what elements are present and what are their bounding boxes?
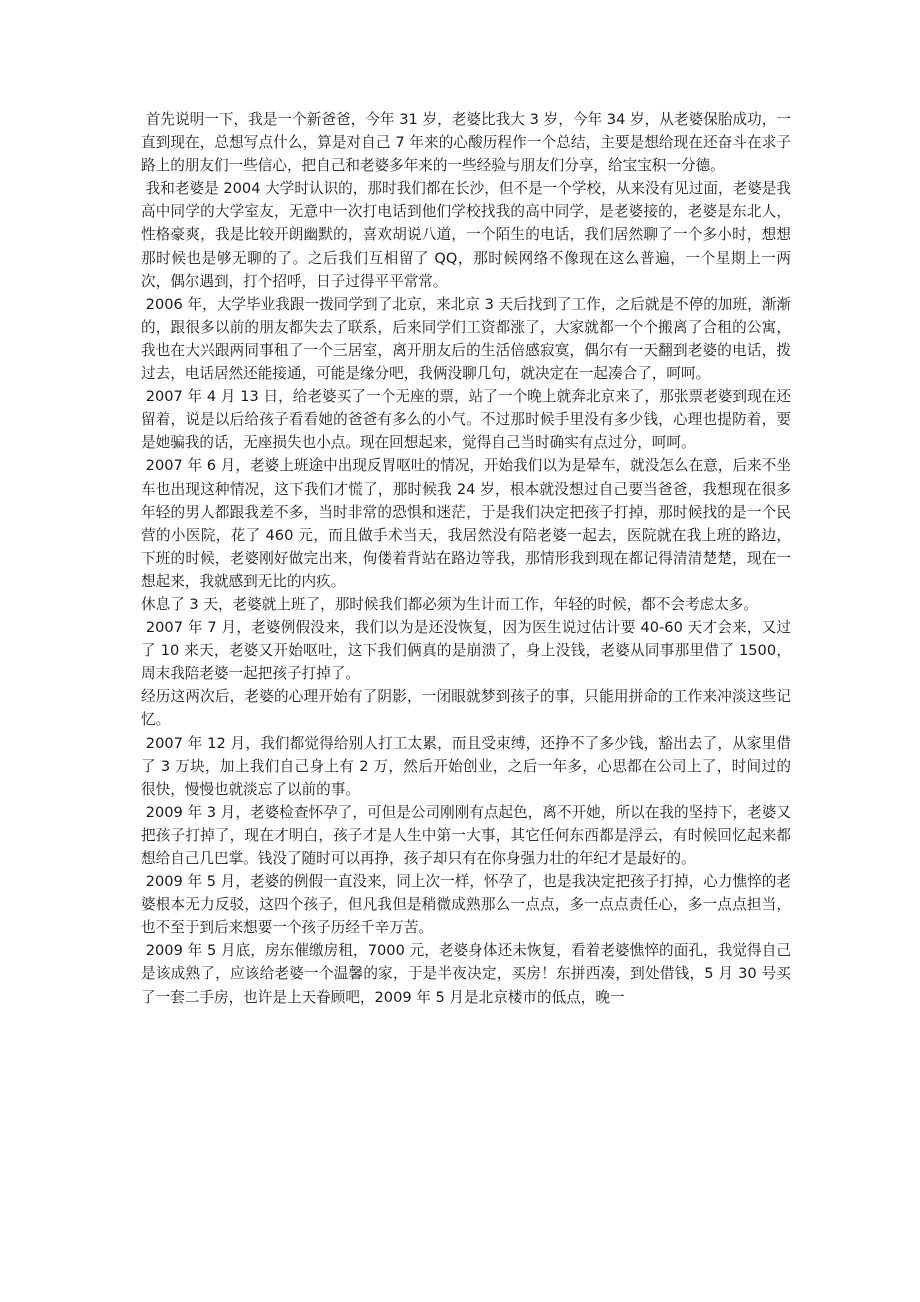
paragraph-2007-july: 2007 年 7 月，老婆例假没来，我们以为是还没恢复，因为医生说过估计要 40-60 天才会来，又过了 10 来天，老婆又开始呕吐，这下我们俩真的是崩溃了，身上没钱，老婆从同事那里借了 1500，周末我陪老婆一起把孩子打掉了。	[141, 619, 792, 683]
paragraph-2004: 我和老婆是 2004 大学时认识的，那时我们都在长沙，但不是一个学校，从来没有见过面，老婆是我高中同学的大学室友，无意中一次打电话到他们学校找我的高中同学，是老婆接的，老婆是东北人，性格豪爽，我是比较开朗幽默的，喜欢胡说八道，一个陌生的电话，我们居然聊了一个多小时，想想那时候也是够无聊的了。之后我们互相留了 QQ，那时候网络不像现在这么普遍，一个星期上一两次，偶尔遇到，打个招呼，日子过得平平常常。	[141, 180, 792, 290]
paragraph-2009-march: 2009 年 3 月，老婆检查怀孕了，可但是公司刚刚有点起色，离不开她，所以在我的坚持下，老婆又把孩子打掉了，现在才明白，孩子才是人生中第一大事，其它任何东西都是浮云，有时候回忆起来都想给自己几巴掌。钱没了随时可以再挣，孩子却只有在你身强力壮的年纪才是最好的。	[141, 803, 791, 867]
paragraph-2007-april: 2007 年 4 月 13 日，给老婆买了一个无座的票，站了一个晚上就奔北京来了，那张票老婆到现在还留着，说是以后给孩子看看她的爸爸有多么的小气。不过那时候手里没有多少钱，心理也提防着，要是她骗我的话，无座损失也小点。现在回想起来，觉得自己当时确实有点过分，呵呵。	[141, 388, 791, 452]
paragraph-rest-3-days: 休息了 3 天，老婆就上班了，那时候我们都必须为生计而工作，年轻的时候，都不会考虑太多。	[141, 595, 758, 613]
document-body	[141, 108, 791, 1009]
paragraph-2007-december: 2007 年 12 月，我们都觉得给别人打工太累，而且受束缚，还挣不了多少钱，豁出去了，从家里借了 3 万块，加上我们自己身上有 2 万，然后开始创业，之后一年多，心思都在公司上了，时间过的很快，慢慢也就淡忘了以前的事。	[141, 734, 791, 798]
paragraph-after-two: 经历这两次后，老婆的心理开始有了阴影，一闭眼就梦到孩子的事，只能用拼命的工作来冲淡这些记忆。	[141, 688, 791, 729]
paragraph-2009-may: 2009 年 5 月，老婆的例假一直没来，同上次一样，怀孕了，也是我决定把孩子打掉，心力憔悴的老婆根本无力反驳，这四个孩子，但凡我但是稍微成熟那么一点点，多一点点责任心，多一点点担当，也不至于到后来想要一个孩子历经千辛万苦。	[141, 873, 791, 937]
paragraph-2009-may-end: 2009 年 5 月底，房东催缴房租，7000 元，老婆身体还未恢复，看着老婆憔悴的面孔，我觉得自己是该成熟了，应该给老婆一个温馨的家，于是半夜决定，买房！东拼西凑，到处借钱，5 月 30 号买了一套二手房，也许是上天眷顾吧，2009 年 5 月是北京楼市的低点，晚一	[141, 942, 791, 1006]
paragraph-2006: 2006 年，大学毕业我跟一拨同学到了北京，来北京 3 天后找到了工作，之后就是不停的加班，渐渐的，跟很多以前的朋友都失去了联系，后来同学们工资都涨了，大家就都一个个搬离了合租的公寓，我也在大兴跟两同事租了一个三居室，离开朋友后的生活倍感寂寞，偶尔有一天翻到老婆的电话，拨过去，电话居然还能接通，可能是缘分吧，我俩没聊几句，就决定在一起凑合了，呵呵。	[141, 295, 791, 383]
paragraph-intro: 首先说明一下，我是一个新爸爸，今年 31 岁，老婆比我大 3 岁，今年 34 岁，从老婆保胎成功，一直到现在，总想写点什么，算是对自己 7 年来的心酸历程作一个总结，主要是想给现在还奋斗在求子路上的朋友们一些信心，把自己和老婆多年来的一些经验与朋友们分享，给宝宝积一分德。	[141, 111, 792, 175]
paragraph-2007-june: 2007 年 6 月，老婆上班途中出现反胃呕吐的情况，开始我们以为是晕车，就没怎么在意，后来不坐车也出现这种情况，这下我们才慌了，那时候我 24 岁，根本就没想过自己要当爸爸，我想现在很多年轻的男人都跟我差不多，当时非常的恐惧和迷茫，于是我们决定把孩子打掉，那时候找的是一个民营的小医院，花了 460 元，而且做手术当天，我居然没有陪老婆一起去，医院就在我上班的路边，下班的时候，老婆刚好做完出来，佝偻着背站在路边等我，那情形我到现在都记得清清楚楚，现在一想起来，我就感到无比的内疚。	[141, 457, 791, 590]
